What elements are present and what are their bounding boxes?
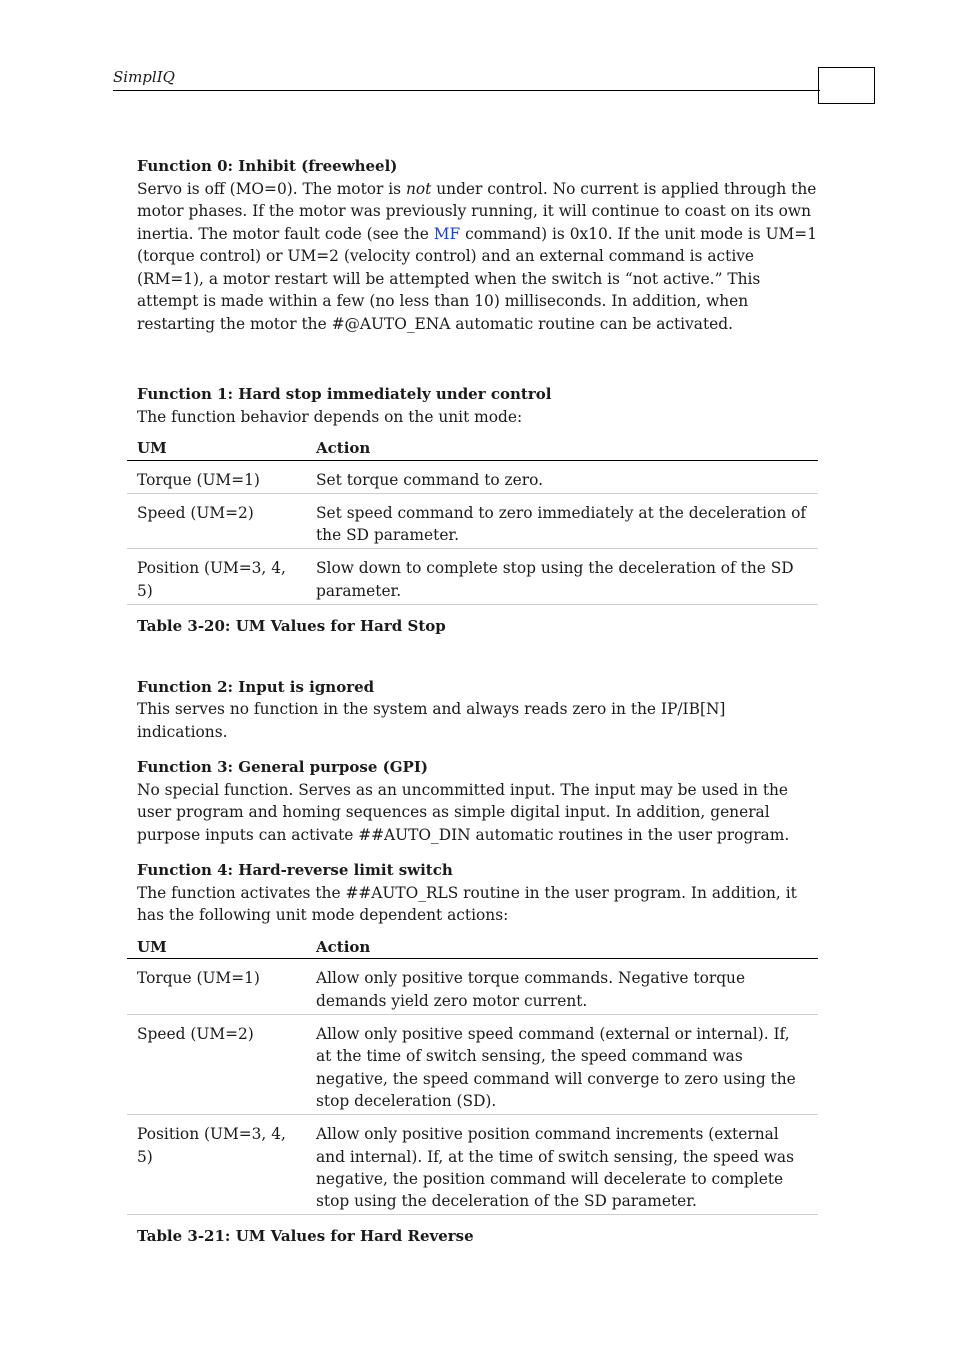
table-cell-action: Allow only positive torque commands. Negative torque demands yield zero motor current. bbox=[306, 959, 818, 1015]
um-table-hard-stop bbox=[127, 437, 818, 605]
section-paragraph: This serves no function in the system and always reads zero in the IP/IB[N] indications. bbox=[137, 700, 726, 741]
table-cell-um: Torque (UM=1) bbox=[127, 460, 306, 493]
page-content bbox=[137, 155, 817, 1247]
table-cell-um: Speed (UM=2) bbox=[127, 1015, 306, 1115]
table-cell-um: Position (UM=3, 4, 5) bbox=[127, 1115, 306, 1215]
column-header-um: UM bbox=[127, 437, 306, 460]
header-title: SimplIQ bbox=[113, 68, 175, 86]
section-heading: Function 4: Hard-reverse limit switch bbox=[137, 861, 453, 880]
section-heading: Function 0: Inhibit (freewheel) bbox=[137, 157, 398, 175]
section-paragraph: No special function. Serves as an uncommitted input. The input may be used in the user program and homing sequences as simple digital input. In addition, general purpose inputs can activate ##AUTO_DIN automatic routines in the user program. bbox=[137, 780, 790, 844]
table-cell-action: Slow down to complete stop using the deceleration of the SD parameter. bbox=[306, 549, 818, 605]
mf-command-link[interactable]: MF bbox=[433, 224, 461, 243]
section-heading: Function 1: Hard stop immediately under control bbox=[137, 385, 552, 403]
section-paragraph bbox=[137, 178, 817, 336]
table-row bbox=[127, 1015, 818, 1115]
column-header-action: Action bbox=[306, 437, 818, 460]
table-cell-um: Speed (UM=2) bbox=[127, 493, 306, 549]
text-run: under control. No current is applied through the motor phases. If the motor was previously running, it will continue to coast on its own inertia. The motor fault code (see the bbox=[137, 179, 817, 243]
section-function-1 bbox=[137, 383, 817, 637]
table-cell-um: Torque (UM=1) bbox=[127, 959, 306, 1015]
table-cell-action: Set torque command to zero. bbox=[306, 460, 818, 493]
table-header-row bbox=[127, 437, 818, 460]
table-row bbox=[127, 549, 818, 605]
table-cell-action: Allow only positive speed command (external or internal). If, at the time of switch sensing, the speed command was negative, the speed command will converge to zero using the stop deceleration (SD). bbox=[306, 1015, 818, 1115]
column-header-um: UM bbox=[127, 936, 306, 959]
section-paragraph: The function activates the ##AUTO_RLS routine in the user program. In addition, it has the following unit mode dependent actions: bbox=[137, 883, 797, 925]
table-cell-um: Position (UM=3, 4, 5) bbox=[127, 549, 306, 605]
section-heading: Function 3: General purpose (GPI) bbox=[137, 758, 428, 777]
section-function-3 bbox=[137, 756, 817, 846]
table-row bbox=[127, 460, 818, 493]
table-cell-action: Allow only positive position command increments (external and internal). If, at the time of switch sensing, the speed was negative, the position command will decelerate to complete stop using the deceleration of the SD parameter. bbox=[306, 1115, 818, 1215]
section-function-2 bbox=[137, 676, 817, 744]
text-run: command) is 0x10. If the unit mode is UM=1 (torque control) or UM=2 (velocity control) and an external command is active (RM=1), a motor restart will be attempted when the switch is “not active.” This attempt is made within a few (no less than 10) milliseconds. In addition, when restarting the motor the #@AUTO_ENA automatic routine can be activated. bbox=[137, 224, 817, 333]
table-caption: Table 3-21: UM Values for Hard Reverse bbox=[137, 1227, 474, 1246]
table-header-row bbox=[127, 936, 818, 959]
text-run: Servo is off (MO=0). The motor is bbox=[137, 179, 406, 198]
emphasis-not: not bbox=[405, 179, 432, 198]
section-function-0 bbox=[137, 155, 817, 335]
section-paragraph: The function behavior depends on the unit mode: bbox=[137, 407, 523, 426]
table-cell-action: Set speed command to zero immediately at the deceleration of the SD parameter. bbox=[306, 493, 818, 549]
table-caption: Table 3-20: UM Values for Hard Stop bbox=[137, 616, 446, 635]
section-function-4 bbox=[137, 859, 817, 1247]
section-heading: Function 2: Input is ignored bbox=[137, 677, 375, 696]
header-rule bbox=[113, 90, 820, 91]
um-table-hard-reverse bbox=[127, 936, 818, 1215]
table-row bbox=[127, 1115, 818, 1215]
table-row bbox=[127, 959, 818, 1015]
column-header-action: Action bbox=[306, 936, 818, 959]
table-row bbox=[127, 493, 818, 549]
page-number-box bbox=[818, 67, 875, 104]
